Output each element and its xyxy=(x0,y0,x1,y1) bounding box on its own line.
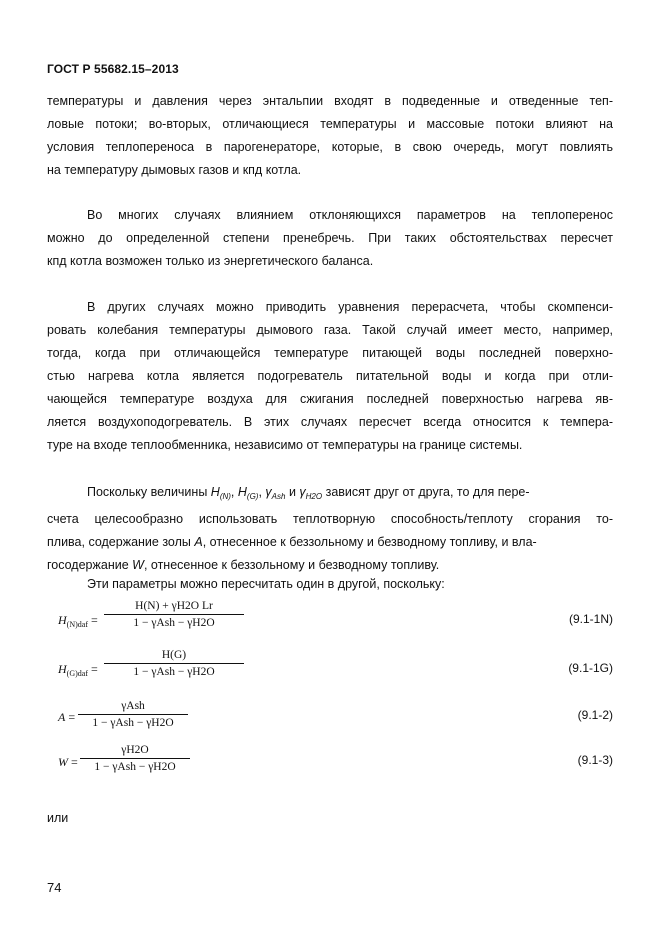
numerator: γAsh xyxy=(121,700,145,712)
text-line: стью нагрева котла является подогреватель питательной воды и когда при отли- xyxy=(47,369,613,383)
equation-number: (9.1-3) xyxy=(577,753,613,767)
denominator: 1 − γAsh − γH2O xyxy=(133,666,215,678)
paragraph-2 xyxy=(47,204,613,273)
equation-lhs: $H_{(G)daf}$ = xyxy=(58,662,98,678)
text-line: условия теплопереноса в парогенераторе, которые, в свою очередь, могут повлиять xyxy=(47,140,613,154)
denominator: 1 − γAsh − γH2O xyxy=(92,717,174,729)
text-line: температуры и давления через энтальпии входят в подведенные и отведенные теп- xyxy=(47,94,613,108)
document-header: ГОСТ Р 55682.15–2013 xyxy=(47,62,179,76)
text-line: тогда, когда при отличающейся температуре питающей воды последней поверхно- xyxy=(47,346,613,360)
equation-fraction xyxy=(80,744,190,773)
text-line: плива, содержание золы A, отнесенное к беззольному и безводному топливу, и вла- xyxy=(47,535,537,549)
equation-fraction xyxy=(78,700,188,729)
text-line: ляется воздухоподогреватель. В этих случаях пересчет всегда относится к темпера- xyxy=(47,415,613,429)
text-line: можно до определенной степени пренебречь. При таких обстоятельствах пересчет xyxy=(47,231,613,245)
text-line: чающейся температуре воздуха для сжигания последней поверхностью нагрева яв- xyxy=(47,392,613,406)
equation-9-1-1g xyxy=(58,649,613,689)
text-line: ловые потоки; во-вторых, отличающиеся температуры и массовые потоки влияют на xyxy=(47,117,613,131)
equation-lhs: A = xyxy=(58,710,76,724)
paragraph-5 xyxy=(47,573,613,596)
text-line: счета целесообразно использовать теплотворную способность/теплоту сгорания то- xyxy=(47,512,613,526)
numerator: γH2O xyxy=(121,744,149,756)
numerator: H(N) + γH2O Lr xyxy=(135,600,213,612)
text-line: на температуру дымовых газов и кпд котла. xyxy=(47,163,302,177)
text-line: кпд котла возможен только из энергетического баланса. xyxy=(47,254,374,268)
text-line: Эти параметры можно пересчитать один в другой, поскольку: xyxy=(87,577,445,591)
page-number: 74 xyxy=(47,880,62,895)
text-line: туре на входе теплообменника, независимо от температуры на границе системы. xyxy=(47,438,523,452)
denominator: 1 − γAsh − γH2O xyxy=(133,617,215,629)
text-line: Во многих случаях влиянием отклоняющихся параметров на теплоперенос xyxy=(87,208,613,222)
text-line: ровать колебания температуры дымового газа. Такой случай имеет место, например, xyxy=(47,323,613,337)
denominator: 1 − γAsh − γH2O xyxy=(94,761,176,773)
equation-number: (9.1-2) xyxy=(577,708,613,722)
numerator: H(G) xyxy=(161,649,187,661)
paragraph-3 xyxy=(47,296,613,457)
equation-number: (9.1-1G) xyxy=(568,661,613,675)
paragraph-1 xyxy=(47,90,613,182)
equation-9-1-3 xyxy=(58,744,613,784)
text-line: В других случаях можно приводить уравнения перерасчета, чтобы скомпенси- xyxy=(87,300,613,314)
equation-lhs: $H_{(N)daf}$ = xyxy=(58,613,98,629)
equation-fraction xyxy=(104,600,244,629)
text-line: госодержание W, отнесенное к беззольному и безводному топливу. xyxy=(47,558,440,572)
text-ili: или xyxy=(47,811,69,825)
equation-9-1-1n xyxy=(58,600,613,640)
equation-lhs: W = xyxy=(58,755,78,769)
text-line: Поскольку величины $H_{(N)}$, $H_{(G)}$, $\gamma_{Ash}$ и $\gamma_{H2O}$ зависят друг от друга, то для пере- xyxy=(87,485,530,501)
equation-fraction xyxy=(104,649,244,678)
paragraph-4 xyxy=(47,481,613,577)
equation-number: (9.1-1N) xyxy=(568,612,613,626)
equation-9-1-2 xyxy=(58,700,613,740)
